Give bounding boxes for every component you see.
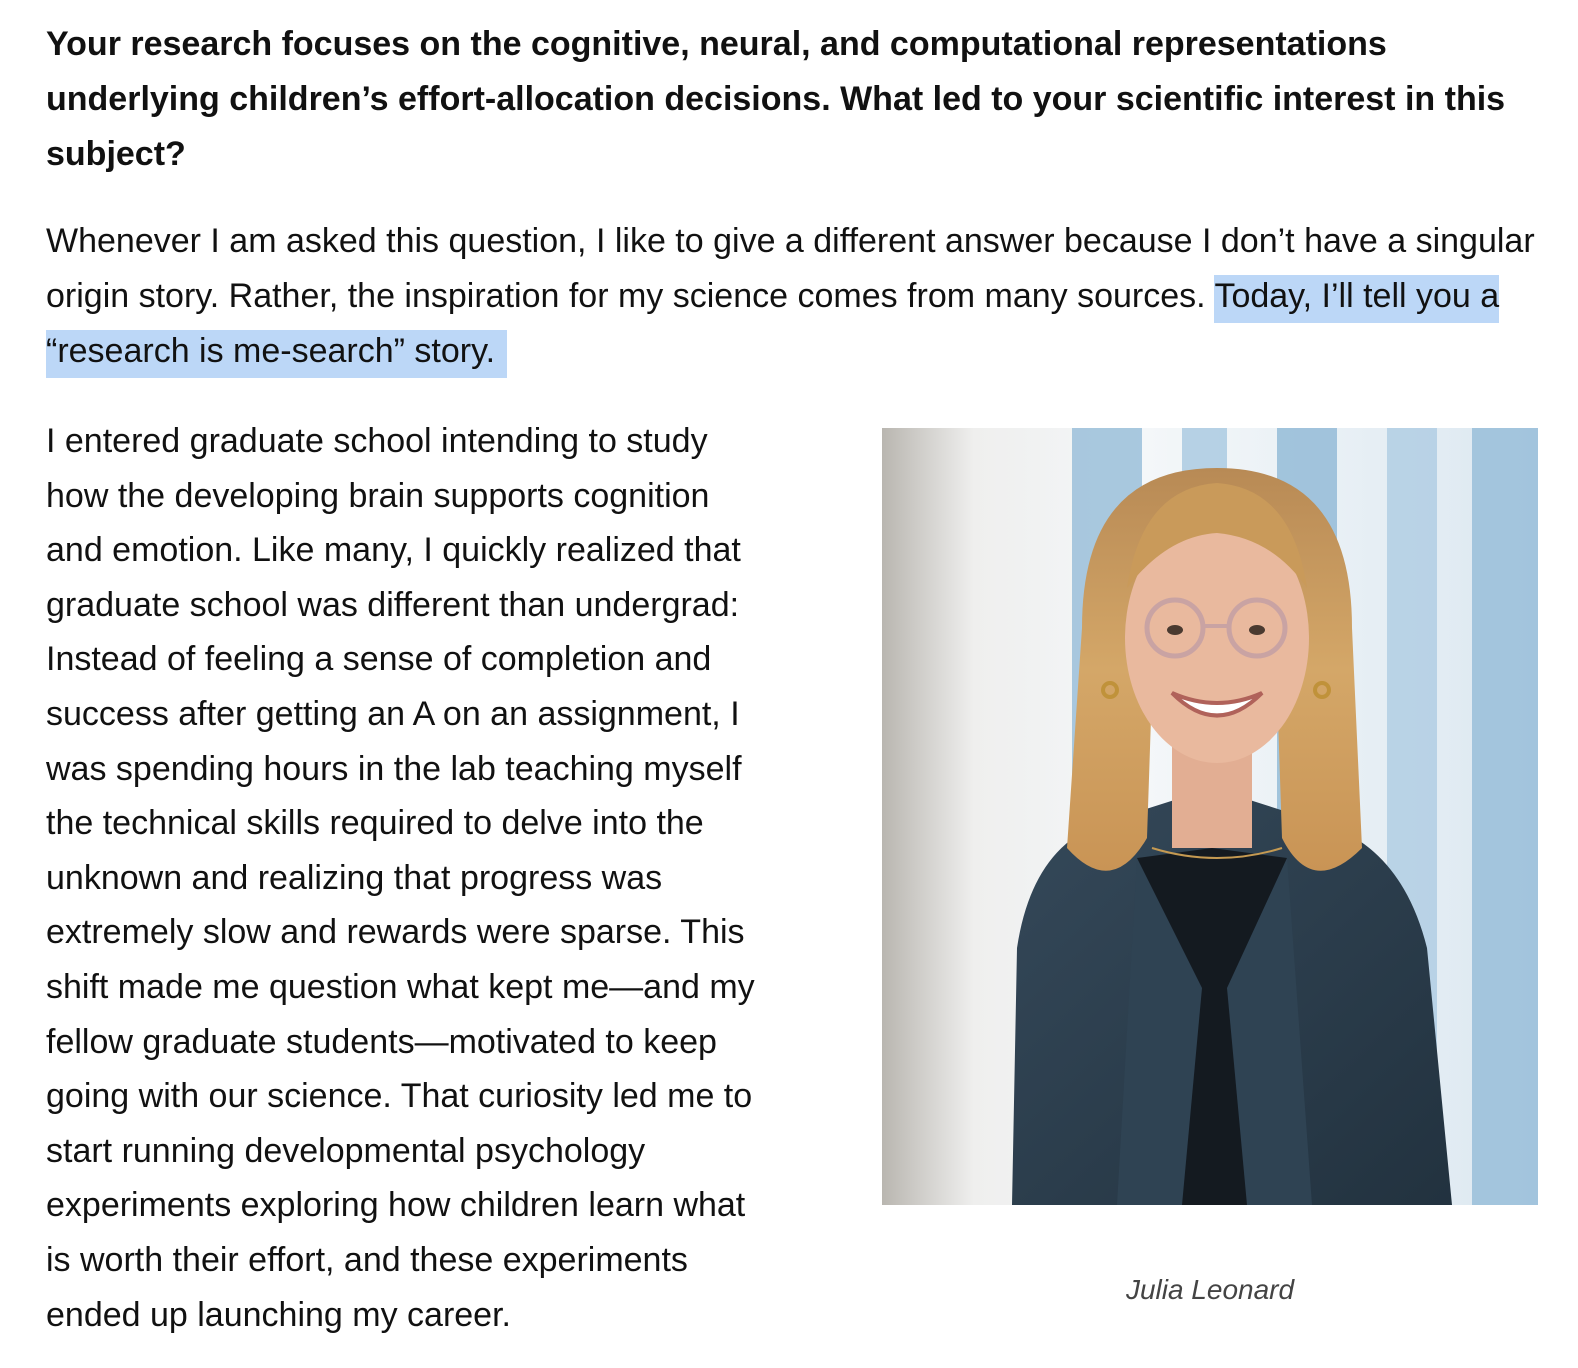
highlighted-selection[interactable]: Today, I’ll tell you a “research is me-search” story.	[46, 275, 1499, 378]
body-line: unknown and realizing that progress was	[46, 858, 663, 897]
body-line: experiments exploring how children learn what	[46, 1186, 746, 1225]
body-line: Instead of feeling a sense of completion and	[46, 640, 712, 679]
interview-question: Your research focuses on the cognitive, neural, and computational representations underlying children’s effort-allocation decisions. What led to your scientific interest in this subject?	[46, 25, 1506, 173]
body-line: extremely slow and rewards were sparse. This	[46, 913, 745, 952]
body-line: fellow graduate students—motivated to keep	[46, 1022, 717, 1061]
portrait-photo	[882, 428, 1538, 1205]
body-line: graduate school was different than undergrad:	[46, 585, 740, 624]
body-paragraph	[46, 414, 846, 1342]
body-line: the technical skills required to delve into the	[46, 804, 704, 843]
body-line: how the developing brain supports cognition	[46, 476, 710, 515]
body-line: shift made me question what kept me—and my	[46, 967, 755, 1006]
body-line: and emotion. Like many, I quickly realized that	[46, 531, 741, 570]
body-line: ended up launching my career.	[46, 1295, 511, 1334]
body-line: going with our science. That curiosity led me to	[46, 1077, 753, 1116]
intro-text: Whenever I am asked this question, I like to give a different answer because I don’t have a singular origin story. Rather, the inspiration for my science comes from many sources.	[46, 222, 1535, 315]
body-line: was spending hours in the lab teaching myself	[46, 749, 742, 788]
body-line: success after getting an A on an assignment, I	[46, 694, 740, 733]
body-line: start running developmental psychology	[46, 1131, 646, 1170]
body-line: is worth their effort, and these experiments	[46, 1240, 688, 1279]
intro-paragraph	[46, 214, 1561, 379]
photo-caption: Julia Leonard	[1125, 1274, 1295, 1305]
body-line: I entered graduate school intending to study	[46, 422, 708, 460]
